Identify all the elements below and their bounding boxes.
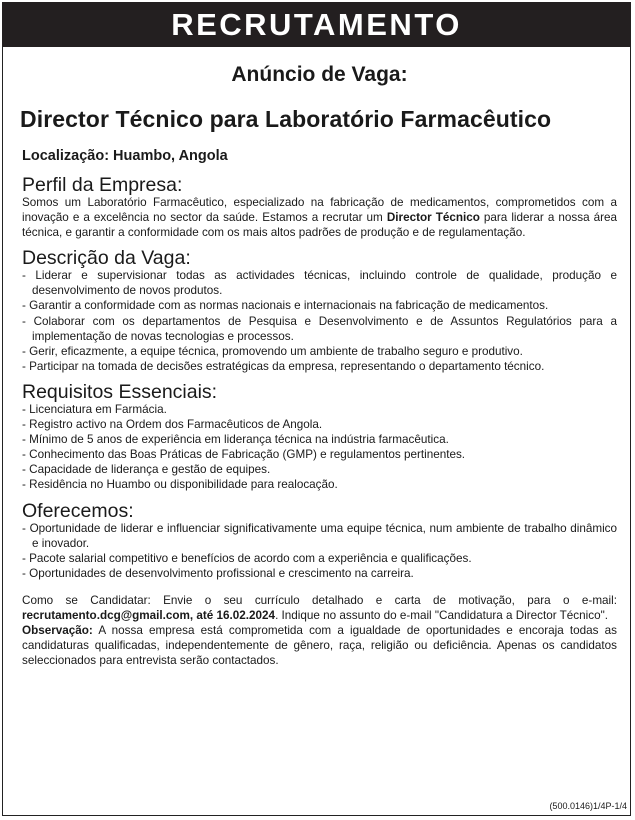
apply-intro: Como se Candidatar: Envie o seu currículo detalhado e carta de motivação, para o e-mail: bbox=[22, 593, 617, 607]
company-text-b: para liderar a nossa área técnica, e garantir a conformidade com os mais altos padrões de produção e de regulamentação. bbox=[22, 211, 618, 240]
ad-content bbox=[22, 52, 617, 668]
list-item: - Participar na tomada de decisões estratégicas da empresa, representando o departamento técnico. bbox=[22, 359, 617, 374]
apply-email: recrutamento.dcg@gmail.com bbox=[22, 608, 190, 622]
list-item: - Oportunidade de liderar e influenciar significativamente uma equipe técnica, num ambiente de trabalho dinâmico e inovador. bbox=[22, 521, 617, 551]
requirements-list bbox=[22, 402, 617, 493]
apply-deadline: , até 16.02.2024 bbox=[189, 608, 276, 622]
offer-heading: Oferecemos: bbox=[22, 499, 134, 522]
job-title: Director Técnico para Laboratório Farmacêutico bbox=[20, 106, 552, 132]
reference-code: (500.0146)1/4P-1/4 bbox=[549, 801, 627, 811]
requirements-section bbox=[22, 382, 617, 493]
apply-instructions bbox=[22, 593, 617, 623]
list-item: - Capacidade de liderança e gestão de equipes. bbox=[22, 462, 617, 477]
company-text-bold: Director Técnico bbox=[386, 211, 480, 225]
list-item: - Conhecimento das Boas Práticas de Fabricação (GMP) e regulamentos pertinentes. bbox=[22, 447, 617, 462]
observation-note bbox=[22, 623, 617, 668]
company-text bbox=[22, 195, 617, 240]
description-list bbox=[22, 268, 617, 374]
company-section bbox=[22, 175, 617, 240]
list-item: - Mínimo de 5 anos de experiência em liderança técnica na indústria farmacêutica. bbox=[22, 432, 617, 447]
offer-section bbox=[22, 501, 617, 581]
apply-rest: . Indique no assunto do e-mail "Candidatura a Director Técnico". bbox=[275, 608, 608, 622]
location: Localização: Huambo, Angola bbox=[22, 148, 228, 164]
company-heading: Perfil da Empresa: bbox=[22, 174, 183, 196]
offer-list bbox=[22, 521, 617, 581]
note-label: Observação: bbox=[22, 624, 93, 638]
list-item: - Garantir a conformidade com as normas nacionais e internacionais na fabricação de medicamentos. bbox=[22, 298, 617, 313]
company-text-a: Somos um Laboratório Farmacêutico, especializado na fabricação de medicamentos, comprometidos com a inovação e a excelência no sector da saúde. Estamos a recrutar um bbox=[22, 196, 617, 225]
list-item: - Liderar e supervisionar todas as actividades técnicas, incluindo controle de qualidade, produção e desenvolvimento de novos produtos. bbox=[22, 268, 617, 298]
description-section bbox=[22, 248, 617, 374]
list-item: - Registro activo na Ordem dos Farmacêuticos de Angola. bbox=[22, 417, 617, 432]
list-item: - Oportunidades de desenvolvimento profissional e crescimento na carreira. bbox=[22, 566, 617, 581]
list-item: - Pacote salarial competitivo e benefícios de acordo com a experiência e qualificações. bbox=[22, 551, 617, 566]
list-item: - Residência no Huambo ou disponibilidade para realocação. bbox=[22, 477, 617, 492]
banner-heading: RECRUTAMENTO bbox=[2, 2, 631, 47]
subtitle: Anúncio de Vaga: bbox=[231, 63, 408, 86]
list-item: - Licenciatura em Farmácia. bbox=[22, 402, 617, 417]
requirements-heading: Requisitos Essenciais: bbox=[22, 380, 218, 403]
list-item: - Colaborar com os departamentos de Pesquisa e Desenvolvimento e de Assuntos Regulatórios para a implementação de novas tecnologias e processos. bbox=[22, 314, 617, 344]
note-text: A nossa empresa está comprometida com a igualdade de oportunidades e encoraja todas as candidaturas qualificadas, independentemente de gênero, raça, religião ou deficiência. Apenas os candidatos seleccionados para entrevista serão contactados. bbox=[22, 624, 617, 668]
list-item: - Gerir, eficazmente, a equipe técnica, promovendo um ambiente de trabalho seguro e produtivo. bbox=[22, 344, 617, 359]
description-heading: Descrição da Vaga: bbox=[22, 247, 191, 270]
